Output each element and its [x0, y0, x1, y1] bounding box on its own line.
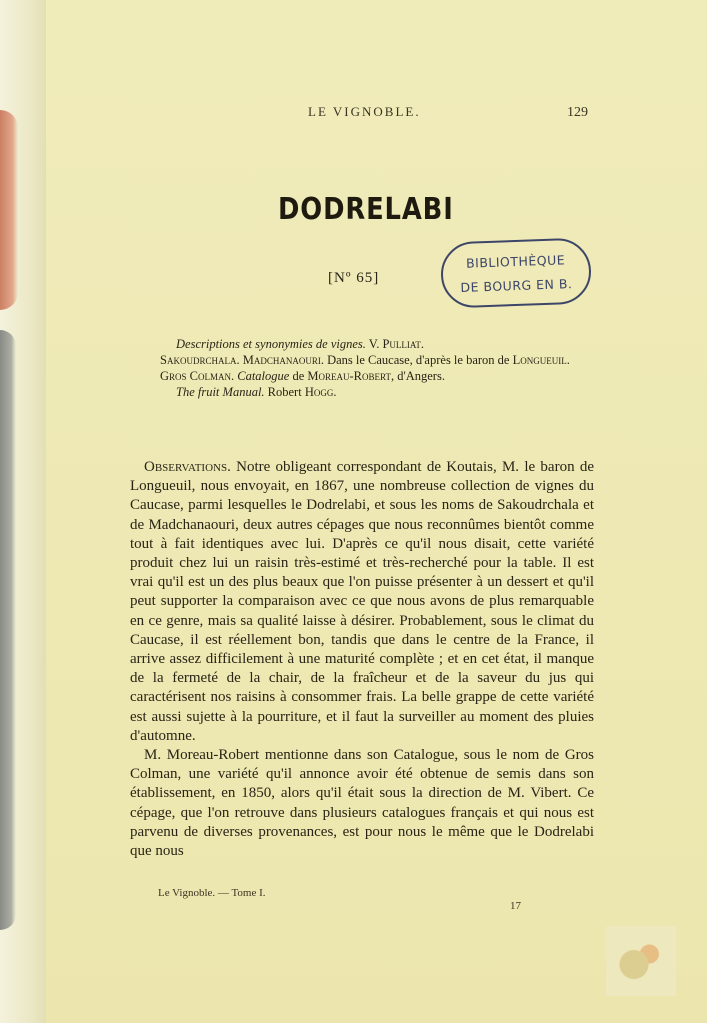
paragraph-lead: Observations.	[144, 459, 231, 475]
synonym-italic: The fruit Manual.	[176, 385, 265, 399]
stamp-line-1: BIBLIOTHÈQUE	[465, 252, 566, 271]
synonym-text: Robert	[264, 385, 305, 399]
synonym-line	[160, 352, 590, 368]
footer-sheet-number: 17	[510, 900, 521, 912]
synonym-names: Gros Colman.	[160, 369, 235, 383]
synonyms-block	[160, 336, 590, 400]
body-text	[130, 458, 594, 861]
page-title: DODRELABI	[278, 192, 454, 227]
library-stamp	[440, 237, 592, 308]
synonym-author: Pulliat.	[382, 337, 425, 351]
page-number: 129	[567, 105, 588, 120]
synonym-italic: Catalogue	[234, 369, 290, 383]
synonym-line	[160, 368, 590, 384]
synonym-author: Longueuil.	[512, 353, 570, 367]
corner-fruit-thumbnail	[606, 926, 676, 996]
paragraph-observations	[130, 458, 594, 746]
synonym-text: V.	[365, 337, 383, 351]
entry-number: [Nº 65]	[328, 270, 380, 286]
synonym-italic: Descriptions et synonymies de vignes.	[176, 337, 366, 351]
running-head: LE VIGNOBLE.	[308, 104, 421, 119]
synonym-text: de	[289, 369, 308, 383]
adjacent-plate-grey-fragment	[0, 330, 16, 930]
synonym-line	[160, 336, 590, 352]
synonym-author: Moreau-Robert,	[307, 369, 395, 383]
synonym-text: d'Angers.	[394, 369, 445, 383]
paragraph-moreau-robert: M. Moreau-Robert mentionne dans son Catalogue, sous le nom de Gros Colman, une variété qu'il annonce avoir été obtenue de semis dans son établissement, en 1850, alors qu'il était sous la direction de M. Vibert. Ce cépage, que l'on retrouve dans plusieurs catalogues français et qui nous est parvenu de diverses provenances, est pour nous le même que le Dodrelabi que nous	[130, 747, 594, 860]
synonym-text: Dans le Caucase, d'après le baron de	[323, 353, 513, 367]
stamp-line-2: DE BOURG EN B.	[460, 276, 573, 295]
paragraph-text: Notre obligeant correspondant de Koutais, M. le baron de Longueuil, nous envoyait, en 1867, une nombreuse collection de vignes du Caucase, parmi lesquelles le Dodrelabi, et sous les noms de Sakoudrchala et de Madchanaouri, deux autres cépages que nous reconnûmes bientôt comme tout à fait identiques avec lui. D'après ce qu'il nous disait, cette variété produit chez lui un raisin très-estimé et très-recherché pour la table. Il est vrai qu'il est un des plus beaux que l'on puisse présenter à un dessert et qu'il peut supporter la comparaison avec ce que nous avons de plus remarquable en ce genre, mais sa qualité laisse à désirer. Probablement, sous le climat du Caucase, il est réellement bon, tandis que dans le centre de la France, il arrive assez difficilement à une maturité complète ; et en cet état, il manque de la fermeté de la chair, de la fraîcheur et de la saveur du jus qui caractérisent nos raisins à consommer frais. La belle grappe de cette variété est aussi sujette à la pourriture, et il faut la surveiller au moment des pluies d'automne.	[130, 459, 594, 744]
synonym-line	[160, 384, 590, 400]
book-page	[46, 0, 707, 1023]
synonym-names: Sakoudrchala. Madchanaouri.	[160, 353, 324, 367]
synonym-author: Hogg.	[304, 385, 337, 399]
footer-signature: Le Vignoble. — Tome I.	[158, 887, 266, 899]
adjacent-plate-red-fragment	[0, 110, 18, 310]
